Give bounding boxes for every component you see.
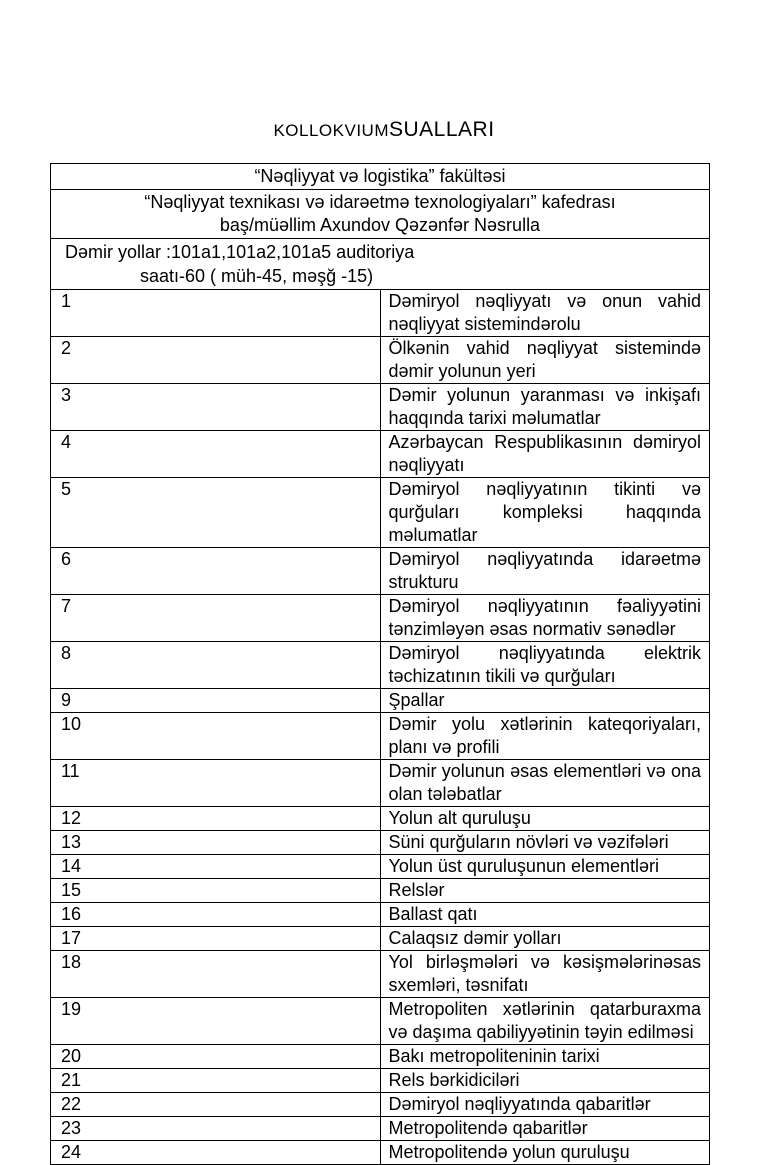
question-text: Yol birləşmələri və kəsişmələrinəsas sxemləri, təsnifatı (380, 951, 710, 998)
question-text: Dəmir yolu xətlərinin kateqoriyaları, planı və profili (380, 713, 710, 760)
question-row (51, 1045, 710, 1069)
question-row (51, 831, 710, 855)
question-number: 12 (51, 807, 381, 831)
question-text: Ballast qatı (380, 903, 710, 927)
question-row (51, 431, 710, 478)
question-text: Relslər (380, 879, 710, 903)
question-number: 21 (51, 1069, 381, 1093)
question-row (51, 855, 710, 879)
question-number: 18 (51, 951, 381, 998)
question-number: 6 (51, 548, 381, 595)
question-text: Azərbaycan Respublikasının dəmiryol nəqliyyatı (380, 431, 710, 478)
header-faculty-row (51, 164, 710, 190)
question-row (51, 1141, 710, 1165)
question-text: Ölkənin vahid nəqliyyat sistemində dəmir yolunun yeri (380, 337, 710, 384)
department-name: “Nəqliyyat texnikası və idarəetmə texnologiyaları” kafedrası (144, 192, 616, 212)
question-text: Dəmiryol nəqliyyatında qabaritlər (380, 1093, 710, 1117)
question-number: 16 (51, 903, 381, 927)
question-number: 15 (51, 879, 381, 903)
question-row (51, 998, 710, 1045)
question-number: 2 (51, 337, 381, 384)
title-part1: KOLLOKVIUM (273, 121, 389, 140)
question-row (51, 478, 710, 548)
question-row (51, 384, 710, 431)
question-row (51, 689, 710, 713)
question-row (51, 927, 710, 951)
question-number: 10 (51, 713, 381, 760)
question-text: Rels bərkidiciləri (380, 1069, 710, 1093)
question-row (51, 290, 710, 337)
question-text: Metropolitendə yolun quruluşu (380, 1141, 710, 1165)
question-row (51, 642, 710, 689)
groups-line: Dəmir yollar :101a1,101a2,101a5 auditoriya (65, 242, 415, 262)
question-number: 4 (51, 431, 381, 478)
department-cell (51, 190, 710, 239)
question-row (51, 595, 710, 642)
question-text: Dəmiryol nəqliyyatında elektrik təchizatının tikili və qurğuları (380, 642, 710, 689)
question-text: Dəmiryol nəqliyyatının tikinti və qurğuları kompleksi haqqında məlumatlar (380, 478, 710, 548)
question-row (51, 760, 710, 807)
groups-cell (51, 239, 710, 290)
question-number: 3 (51, 384, 381, 431)
question-row (51, 951, 710, 998)
question-text: Şpallar (380, 689, 710, 713)
question-number: 9 (51, 689, 381, 713)
question-text: Metropolitendə qabaritlər (380, 1117, 710, 1141)
question-number: 17 (51, 927, 381, 951)
question-row (51, 807, 710, 831)
faculty-cell: “Nəqliyyat və logistika” fakültəsi (51, 164, 710, 190)
title-part2: SUALLARI (389, 118, 495, 141)
question-row (51, 879, 710, 903)
question-text: Dəmir yolunun yaranması və inkişafı haqqında tarixi məlumatlar (380, 384, 710, 431)
question-row (51, 903, 710, 927)
question-text: Dəmiryol nəqliyyatının fəaliyyətini tənzimləyən əsas normativ sənədlər (380, 595, 710, 642)
question-text: Süni qurğuların növləri və vəzifələri (380, 831, 710, 855)
question-number: 14 (51, 855, 381, 879)
question-number: 11 (51, 760, 381, 807)
question-row (51, 1117, 710, 1141)
question-number: 1 (51, 290, 381, 337)
question-number: 22 (51, 1093, 381, 1117)
question-text: Dəmiryol nəqliyyatı və onun vahid nəqliyyat sistemindərolu (380, 290, 710, 337)
question-row (51, 713, 710, 760)
question-row (51, 548, 710, 595)
question-number: 5 (51, 478, 381, 548)
question-number: 20 (51, 1045, 381, 1069)
question-number: 7 (51, 595, 381, 642)
question-text: Bakı metropoliteninin tarixi (380, 1045, 710, 1069)
question-text: Yolun üst quruluşunun elementləri (380, 855, 710, 879)
question-number: 23 (51, 1117, 381, 1141)
question-number: 13 (51, 831, 381, 855)
question-number: 8 (51, 642, 381, 689)
question-text: Dəmir yolunun əsas elementləri və ona olan tələbatlar (380, 760, 710, 807)
question-text: Calaqsız dəmir yolları (380, 927, 710, 951)
hours-line: saatı-60 ( müh-45, məşğ -15) (140, 266, 374, 286)
question-row (51, 1093, 710, 1117)
question-text: Metropoliten xətlərinin qatarburaxma və daşıma qabiliyyətinin təyin edilməsi (380, 998, 710, 1045)
question-text: Dəmiryol nəqliyyatında idarəetmə strukturu (380, 548, 710, 595)
teacher-name: baş/müəllim Axundov Qəzənfər Nəsrulla (219, 215, 541, 235)
questions-table (50, 163, 710, 1165)
question-row (51, 1069, 710, 1093)
header-department-row (51, 190, 710, 239)
question-text: Yolun alt quruluşu (380, 807, 710, 831)
question-number: 19 (51, 998, 381, 1045)
question-number: 24 (51, 1141, 381, 1165)
header-groups-row (51, 239, 710, 290)
question-row (51, 337, 710, 384)
document-title (0, 118, 768, 142)
